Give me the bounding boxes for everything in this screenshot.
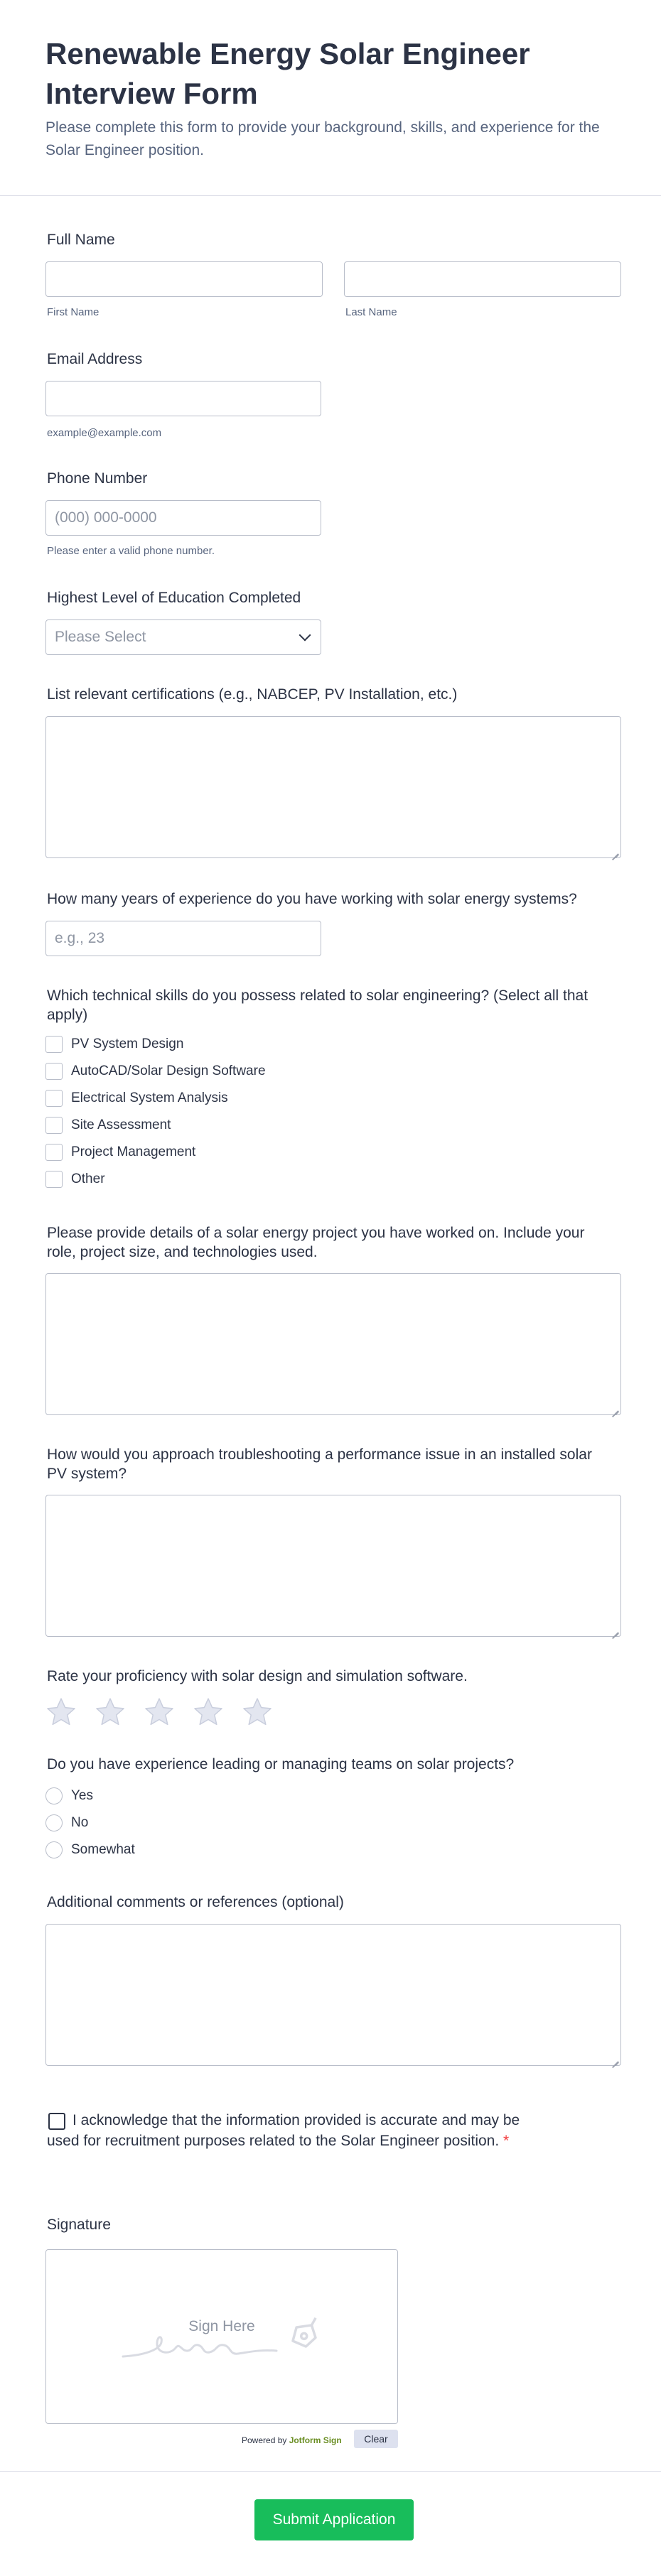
leadership-option-label: No bbox=[71, 1815, 89, 1830]
skill-option[interactable] bbox=[45, 1034, 183, 1054]
skill-option-label: Project Management bbox=[71, 1144, 196, 1159]
submit-button[interactable]: Submit Application bbox=[254, 2499, 414, 2540]
signature-placeholder: Sign Here bbox=[188, 2318, 255, 2334]
email-label: Email Address bbox=[47, 351, 143, 367]
experience-years-input[interactable] bbox=[45, 921, 321, 956]
first-name-sublabel: First Name bbox=[47, 306, 100, 318]
leadership-label: Do you have experience leading or managing teams on solar projects? bbox=[47, 1756, 515, 1773]
leadership-option[interactable] bbox=[45, 1840, 135, 1860]
star-icon[interactable] bbox=[242, 1696, 273, 1728]
skill-option-label: Other bbox=[71, 1171, 105, 1186]
resize-grip-icon[interactable] bbox=[611, 848, 618, 855]
skill-option-label: Site Assessment bbox=[71, 1117, 171, 1132]
powered-by-label: Powered by bbox=[242, 2435, 287, 2445]
form-subtitle: Please complete this form to provide your background, skills, and experience for the Solar Engineer position. bbox=[45, 119, 600, 158]
leadership-option-label: Somewhat bbox=[71, 1842, 135, 1857]
leadership-option[interactable] bbox=[45, 1786, 93, 1806]
form-title: Renewable Energy Solar Engineer Interview Form bbox=[45, 37, 530, 110]
phone-sublabel: Please enter a valid phone number. bbox=[47, 545, 215, 557]
radio-button[interactable] bbox=[45, 1787, 63, 1804]
education-select[interactable] bbox=[45, 619, 321, 655]
resize-grip-icon[interactable] bbox=[611, 1627, 618, 1634]
email-input[interactable] bbox=[45, 381, 321, 416]
project-details-label: Please provide details of a solar energy project you have worked on. Include your role, project size, and technologies used. bbox=[47, 1225, 585, 1260]
leadership-option[interactable] bbox=[45, 1813, 88, 1833]
troubleshooting-textarea[interactable] bbox=[45, 1495, 621, 1637]
powered-by-text bbox=[242, 2435, 342, 2445]
star-icon[interactable] bbox=[193, 1696, 224, 1728]
comments-textarea[interactable] bbox=[45, 1924, 621, 2066]
required-mark: * bbox=[503, 2133, 510, 2149]
certifications-label: List relevant certifications (e.g., NABCEP, PV Installation, etc.) bbox=[47, 686, 458, 703]
experience-label: How many years of experience do you have working with solar energy systems? bbox=[47, 891, 577, 907]
acknowledgement-label: I acknowledge that the information provided is accurate and may be used for recruitment purposes related to the Solar Engineer position. bbox=[47, 2112, 520, 2149]
last-name-sublabel: Last Name bbox=[345, 306, 397, 318]
troubleshooting-label: How would you approach troubleshooting a performance issue in an installed solar PV system? bbox=[47, 1446, 592, 1482]
leadership-option-label: Yes bbox=[71, 1788, 93, 1803]
checkbox[interactable] bbox=[45, 1090, 63, 1107]
project-details-textarea[interactable] bbox=[45, 1273, 621, 1415]
form-header bbox=[0, 0, 661, 196]
resize-grip-icon[interactable] bbox=[611, 1405, 618, 1412]
skills-label: Which technical skills do you possess related to solar engineering? (Select all that apply) bbox=[47, 987, 589, 1023]
full-name-label: Full Name bbox=[47, 232, 115, 248]
skill-option[interactable] bbox=[45, 1115, 171, 1135]
checkbox[interactable] bbox=[45, 1036, 63, 1053]
skill-option[interactable] bbox=[45, 1088, 228, 1108]
checkbox[interactable] bbox=[45, 1063, 63, 1080]
star-icon[interactable] bbox=[45, 1696, 77, 1728]
clear-signature-button[interactable]: Clear bbox=[354, 2430, 398, 2448]
checkbox[interactable] bbox=[45, 1144, 63, 1161]
checkbox[interactable] bbox=[45, 1171, 63, 1188]
jotform-sign-brand: Jotform Sign bbox=[289, 2435, 342, 2445]
signature-label: Signature bbox=[47, 2217, 111, 2233]
signature-scribble-icon bbox=[117, 2314, 338, 2364]
skill-option[interactable] bbox=[45, 1169, 105, 1189]
skill-option-label: Electrical System Analysis bbox=[71, 1091, 228, 1105]
star-icon[interactable] bbox=[144, 1696, 175, 1728]
acknowledgement-text bbox=[47, 2110, 544, 2151]
comments-label: Additional comments or references (optional) bbox=[47, 1894, 344, 1910]
education-selected-value: Please Select bbox=[55, 629, 146, 645]
email-sublabel: example@example.com bbox=[47, 427, 162, 439]
last-name-input[interactable] bbox=[344, 261, 621, 297]
certifications-textarea[interactable] bbox=[45, 716, 621, 858]
radio-button[interactable] bbox=[45, 1841, 63, 1858]
resize-grip-icon[interactable] bbox=[611, 2056, 618, 2063]
first-name-input[interactable] bbox=[45, 261, 323, 297]
chevron-down-icon bbox=[299, 629, 311, 642]
checkbox[interactable] bbox=[45, 1117, 63, 1134]
star-icon[interactable] bbox=[95, 1696, 126, 1728]
radio-button[interactable] bbox=[45, 1814, 63, 1831]
star-rating bbox=[45, 1696, 291, 1728]
skill-option-label: AutoCAD/Solar Design Software bbox=[71, 1064, 266, 1078]
footer-divider bbox=[0, 2471, 661, 2472]
proficiency-rating-label: Rate your proficiency with solar design and simulation software. bbox=[47, 1668, 468, 1684]
skill-option[interactable] bbox=[45, 1061, 266, 1081]
signature-pad[interactable] bbox=[45, 2249, 398, 2424]
skill-option[interactable] bbox=[45, 1142, 195, 1162]
phone-label: Phone Number bbox=[47, 470, 148, 487]
phone-input[interactable] bbox=[45, 500, 321, 536]
education-label: Highest Level of Education Completed bbox=[47, 590, 301, 606]
skill-option-label: PV System Design bbox=[71, 1037, 184, 1051]
